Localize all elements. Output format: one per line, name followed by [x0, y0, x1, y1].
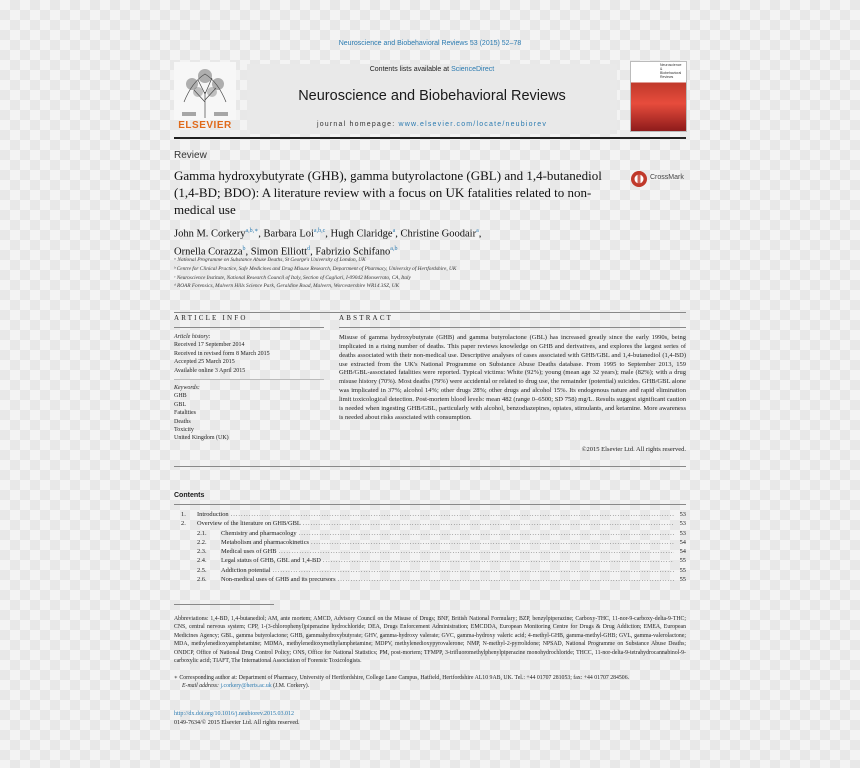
- article-history: [174, 333, 324, 375]
- toc-leader: [301, 519, 674, 528]
- abstract-text: Misuse of gamma hydroxybutyrate (GHB) and gamma butyrolactone (GBL) has increased greatly since the early 1990s, being implicated in a rising number of deaths. This paper reviews knowledge on GHB and derivatives, and explores the largest series of deaths associated with their non-medical use. Descriptive analyses of cases associated with GHB/GBL and 1,4-butanediol (1,4-BD) use extracted from the UK's National Programme on Substance Abuse Deaths database. From 1995 to September 2013, 159 GHB/GBL-associated fatalities were reported. Typical victims: White (92%); young (mean age 32 years); male (82%); with a drug misuse history (70%). Most deaths (79%) were accidental or related to drug use, the remainder (potential) suicides. GHB/GBL alone was implicated in 37%; alcohol 14%; other drugs 28%; other drugs and alcohol 15%. Its endogenous nature and rapid elimination limit toxicological detection. Post-mortem blood levels: mean 482 (range 0–6500; SD 758) mg/L. Results suggest significant caution is needed when ingesting GHB/GBL, particularly with alcohol, benzodiazepines, opiates, stimulants, and ketamine. More awareness is needed about risks associated with consumption.: [339, 334, 686, 421]
- toc-item[interactable]: [174, 547, 686, 556]
- crossmark-badge[interactable]: [630, 170, 686, 188]
- corresponding-author-text: ∗ Corresponding author at: Department of Pharmacy, University of Hertfordshire, College Lane Campus, Hatfield, Hertfordshire AL10 9AB, UK. Tel.: +44 01707 281053; fax: +44 01707 284506.: [174, 675, 630, 681]
- history-item: Available online 3 April 2015: [174, 367, 246, 374]
- author-affiliation-marker[interactable]: a: [476, 228, 479, 234]
- abstract-rule: [339, 327, 686, 328]
- toc-title: Metabolism and pharmacokinetics: [221, 538, 310, 546]
- toc-number: 2.2.: [197, 538, 207, 546]
- crossmark-label: CrossMark: [650, 174, 684, 181]
- article-info-heading: ARTICLE INFO: [174, 314, 248, 322]
- article-section-label: Review: [174, 150, 207, 161]
- toc-number: 2.: [181, 520, 186, 528]
- keyword-list: [174, 384, 324, 443]
- author-affiliation-marker[interactable]: a: [392, 228, 396, 234]
- affiliation-list: [174, 256, 634, 291]
- toc-number: 2.5.: [197, 566, 207, 574]
- affiliation-item: ᵈ ROAR Forensics, Malvern Hills Science Park, Geraldine Road, Malvern, Worcestershire WR14 3SZ, UK: [174, 283, 400, 290]
- toc-leader: [297, 529, 674, 538]
- toc-leader: [277, 547, 674, 556]
- email-label: E-mail address:: [182, 683, 221, 690]
- contents-rule: [174, 504, 686, 505]
- author-name[interactable]: Simon Elliott: [250, 246, 308, 257]
- author-separator: ,: [478, 228, 482, 240]
- keyword-item: Deaths: [174, 418, 191, 425]
- toc-page: 55: [679, 566, 686, 574]
- author-separator: ,: [258, 228, 264, 240]
- toc-leader: [271, 566, 674, 575]
- author-affiliation-marker[interactable]: a,b,∗: [245, 228, 259, 234]
- contents-prefix: Contents lists available at: [369, 66, 452, 73]
- sciencedirect-link[interactable]: ScienceDirect: [451, 66, 495, 73]
- footnote-rule: [174, 604, 274, 605]
- affiliation-item: ᶜ Neuroscience Institute, National Research Council of Italy, Section of Cagliari, I-09042 Monserrato, CA, Italy: [174, 274, 411, 281]
- author-name[interactable]: Hugh Claridge: [330, 228, 393, 240]
- toc-title: Chemistry and pharmacology: [221, 529, 297, 537]
- abstract-bottom-rule: [174, 466, 686, 467]
- toc-title: Non-medical uses of GHB and its precursors: [221, 576, 336, 584]
- toc-page: 54: [679, 548, 686, 556]
- toc-number: 2.3.: [197, 548, 207, 556]
- corresponding-author-note: [174, 674, 686, 691]
- journal-citation: Neuroscience and Biobehavioral Reviews 53 (2015) 52–78: [338, 40, 522, 47]
- author-separator: ,: [310, 246, 316, 257]
- keyword-item: Fatalities: [174, 410, 196, 417]
- toc-leader: [336, 575, 674, 584]
- toc-page: 53: [679, 529, 686, 537]
- author-affiliation-marker[interactable]: a,b: [390, 245, 398, 252]
- email-link[interactable]: j.corkery@herts.ac.uk: [220, 683, 272, 690]
- doi-link[interactable]: http://dx.doi.org/10.1016/j.neubiorev.2015.03.012: [174, 711, 294, 717]
- contents-available-line: [247, 66, 617, 73]
- affiliation-item: ᵇ Centre for Clinical Practice, Safe Medicines and Drug Misuse Research, Department of Pharmacy, University of Hertfordshire, UK: [174, 265, 457, 272]
- keyword-item: United Kingdom (UK): [174, 435, 229, 442]
- contents-title: Contents: [174, 492, 205, 499]
- article-history-label: Article history:: [174, 334, 211, 340]
- toc-title: Medical uses of GHB: [221, 548, 277, 556]
- journal-cover-title: Neuroscience & Biobehavioral Reviews: [660, 63, 682, 79]
- publisher-name: ELSEVIER: [178, 120, 232, 131]
- journal-homepage-line: [247, 121, 617, 128]
- toc-number: 2.6.: [197, 576, 207, 584]
- toc-item[interactable]: [174, 538, 686, 547]
- keyword-item: Toxicity: [174, 427, 194, 434]
- toc-title: Introduction: [197, 511, 229, 518]
- issn-line: 0149-7634/© 2015 Elsevier Ltd. All rights reserved.: [174, 719, 300, 726]
- abbreviations-note: Abbreviations: 1,4-BD, 1,4-butanediol; AM, ante mortem; AMCD, Advisory Council on the Misuse of Drugs; BNF, British National Formulary; BZP, benzylpiperazine; Carboxy-THC, 11-nor-9-carboxy-delta-9-THC; CNS, central nervous system; CPP, 1-(3-chlorophenyl)piperazine hydrochloride; DEA, Drugs Enforcement Administration; EMCDDA, European Monitoring Centre for Drugs & Drug Addiction; EMEA, European Medicines Agency; GBL, gamma butyrolactone; GHB, gammahydroxybutyrate; GHV, gamma-hydroxy valerate; GVC, gamma-hydroxy valeric acid; 4-methyl-GHB, gamma-methyl-GHB; GVL, gamma-valerolactone; MDA, methylenedioxyamphetamine; MDMA, methylenedioxymethylamphetamine; MDPV, methylenedioxypyrovalerone; NMP, N-methyl-2-pyrrolidone; NPSAD, National Programme on Substance Abuse Deaths; ONDCP, Office of National Drug Control Policy; ONS, Office for National Statistics; PM, post-mortem; TFMPP, 3-trifluoromethylphenylpiperazine monohydrochloride; THCC, 11-nor-delta-9-tetrahydrocannabinol-9-carboxylic acid; TIAFT, The International Association of Forensic Toxicologists.: [174, 616, 686, 665]
- toc-page: 53: [679, 520, 686, 528]
- author-affiliation-marker[interactable]: b: [242, 245, 246, 252]
- toc-number: 1.: [181, 511, 186, 518]
- toc-item[interactable]: [174, 519, 686, 528]
- author-name[interactable]: John M. Corkery: [174, 228, 246, 240]
- toc-title: Legal status of GHB, GBL and 1,4-BD: [221, 557, 321, 565]
- info-top-rule: [174, 312, 686, 313]
- author-name[interactable]: Christine Goodair: [400, 228, 477, 240]
- table-of-contents: [174, 510, 686, 584]
- abstract-heading: ABSTRACT: [339, 314, 394, 322]
- toc-item[interactable]: [174, 510, 686, 519]
- article-info-rule: [174, 327, 324, 328]
- toc-item[interactable]: [174, 556, 686, 565]
- header-rule: [174, 137, 686, 139]
- toc-page: 55: [679, 557, 686, 565]
- toc-page: 53: [679, 511, 686, 518]
- author-name[interactable]: Ornella Corazza: [174, 246, 243, 257]
- keyword-item: GBL: [174, 401, 186, 408]
- toc-item[interactable]: [174, 529, 686, 538]
- toc-page: 55: [679, 576, 686, 584]
- keywords-label: Keywords:: [174, 385, 200, 391]
- toc-page: 54: [679, 538, 686, 546]
- author-separator: ,: [325, 228, 331, 240]
- toc-title: Addiction potential: [221, 566, 271, 574]
- toc-leader: [309, 538, 674, 547]
- homepage-link[interactable]: www.elsevier.com/locate/neubiorev: [398, 121, 548, 128]
- toc-number: 2.4.: [197, 557, 207, 565]
- email-line: [174, 682, 686, 690]
- abstract-copyright: ©2015 Elsevier Ltd. All rights reserved.: [581, 446, 686, 453]
- toc-leader: [229, 510, 674, 519]
- keywords-rule: [174, 379, 324, 380]
- doi-block: [174, 710, 474, 727]
- author-affiliation-marker[interactable]: a,b,c: [313, 228, 326, 234]
- toc-title: Overview of the literature on GHB/GBL: [197, 520, 301, 528]
- toc-leader: [321, 556, 674, 565]
- author-separator: ,: [245, 246, 251, 257]
- author-separator: ,: [395, 228, 401, 240]
- history-item: Accepted 25 March 2015: [174, 359, 235, 366]
- homepage-prefix: journal homepage:: [316, 121, 399, 128]
- toc-number: 2.1.: [197, 529, 207, 537]
- affiliation-item: ᵃ National Programme on Substance Abuse Deaths, St George's University of London, UK: [174, 257, 366, 263]
- history-item: Received 17 September 2014: [174, 342, 245, 349]
- toc-item[interactable]: [174, 566, 686, 575]
- email-suffix: (J.M. Corkery).: [271, 683, 310, 690]
- author-list: [174, 224, 624, 259]
- author-name[interactable]: Barbara Loi: [263, 228, 314, 240]
- author-affiliation-marker[interactable]: d: [307, 245, 311, 252]
- journal-name: Neuroscience and Biobehavioral Reviews: [298, 88, 566, 104]
- keyword-item: GHB: [174, 393, 187, 400]
- article-title: Gamma hydroxybutyrate (GHB), gamma butyrolactone (GBL) and 1,4-butanediol (1,4-BD; BDO): A literature review with a focus on UK fatalities related to non-medical use: [174, 168, 602, 217]
- author-name[interactable]: Fabrizio Schifano: [315, 246, 391, 257]
- history-item: Received in revised form 8 March 2015: [174, 350, 270, 357]
- toc-item[interactable]: [174, 575, 686, 584]
